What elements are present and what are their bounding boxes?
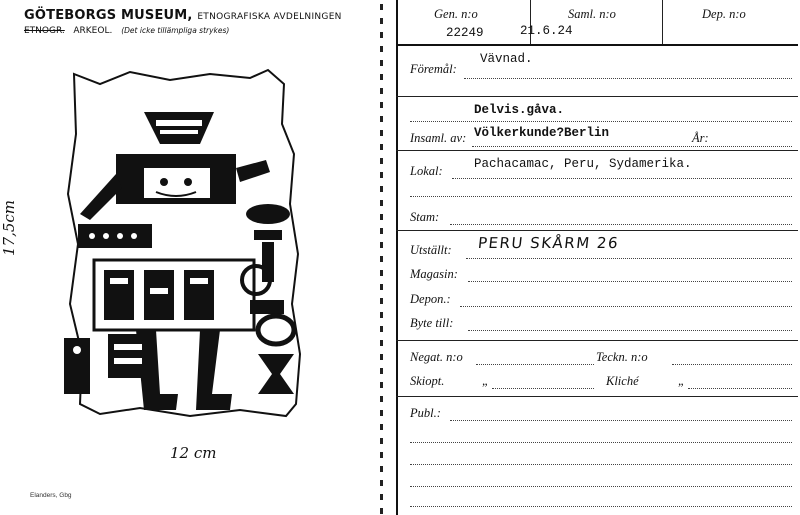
skiopt-label: Skiopt. <box>410 374 445 388</box>
divider-dash <box>380 242 383 248</box>
skiopt-ditto: „ <box>482 374 489 388</box>
divider-dash <box>380 172 383 178</box>
divider-dash <box>380 396 383 402</box>
row-rule <box>396 396 798 397</box>
ar-label: År: <box>692 131 709 145</box>
divider-dash <box>380 452 383 458</box>
kliche-label: Kliché <box>606 374 639 388</box>
byte-dotted-line <box>468 330 792 331</box>
foremal-dotted-line <box>464 78 792 79</box>
byte-label: Byte till: <box>410 316 454 330</box>
height-annotation: 17,5cm <box>0 199 18 256</box>
divider-dash <box>380 74 383 80</box>
divider-dash <box>380 18 383 24</box>
card-left-border <box>396 0 398 515</box>
divider-dash <box>380 368 383 374</box>
stam-label: Stam: <box>410 210 440 224</box>
publ-dotted-line-3 <box>410 464 792 465</box>
divider-dash <box>380 466 383 472</box>
insaml-dotted-line <box>472 146 792 147</box>
divider-dash <box>380 214 383 220</box>
magasin-dotted-line <box>468 281 792 282</box>
catalog-card <box>396 0 798 515</box>
section-line <box>24 26 229 36</box>
institution-name: GÖTEBORGS MUSEUM, <box>24 8 193 23</box>
row-rule <box>396 96 798 97</box>
magasin-label: Magasin: <box>410 267 458 281</box>
utstallt-value: PERU SKÅRM 26 <box>477 234 620 252</box>
utstallt-dotted-line <box>466 258 792 259</box>
lokal-dotted-line <box>452 178 792 179</box>
depon-label: Depon.: <box>410 292 451 306</box>
teckn-label: Teckn. n:o <box>596 350 648 364</box>
divider-dash <box>380 88 383 94</box>
divider-dash <box>380 102 383 108</box>
lokal-value: Pachacamac, Peru, Sydamerika. <box>474 157 692 171</box>
gift-note-value: Delvis.gåva. <box>474 103 565 117</box>
divider-dash <box>380 256 383 262</box>
insaml-label: Insaml. av: <box>410 131 467 145</box>
saml-no-label: Saml. n:o <box>568 7 616 21</box>
museum-header <box>24 8 342 23</box>
divider-dash <box>380 494 383 500</box>
depon-dotted-line <box>460 306 792 307</box>
section-arch: ARKEOL. <box>73 26 113 36</box>
section-ethno: ETNOGR. <box>24 26 65 36</box>
strike-note: (Det icke tillämpliga strykes) <box>121 26 230 35</box>
lokal-dotted-line-2 <box>410 196 792 197</box>
divider-dash <box>380 60 383 66</box>
row-rule <box>396 340 798 341</box>
divider-dash <box>380 382 383 388</box>
row-rule <box>396 44 798 46</box>
lokal-label: Lokal: <box>410 164 443 178</box>
foremal-label: Föremål: <box>410 62 457 76</box>
stam-dotted-line <box>450 224 792 225</box>
divider-dash <box>380 410 383 416</box>
row-rule <box>396 150 798 151</box>
divider-dash <box>380 312 383 318</box>
dep-no-label: Dep. n:o <box>702 7 746 21</box>
row-rule <box>396 230 798 231</box>
divider-dash <box>380 186 383 192</box>
divider-dash <box>380 158 383 164</box>
card-fold-divider <box>380 0 383 515</box>
divider-dash <box>380 480 383 486</box>
column-separator <box>662 0 663 44</box>
publ-dotted-line-5 <box>410 506 792 507</box>
publ-dotted-line-4 <box>410 486 792 487</box>
divider-dash <box>380 144 383 150</box>
negat-label: Negat. n:o <box>410 350 463 364</box>
divider-dash <box>380 200 383 206</box>
textile-figure-drawing <box>60 64 320 434</box>
utstallt-label: Utställt: <box>410 243 452 257</box>
divider-dash <box>380 340 383 346</box>
divider-dash <box>380 116 383 122</box>
saml-no-value: 21.6.24 <box>520 24 573 38</box>
publ-dotted-line <box>450 420 792 421</box>
divider-dash <box>380 508 383 514</box>
insaml-value: Völkerkunde?Berlin <box>474 126 610 140</box>
printer-imprint: Elanders, Gbg <box>30 492 72 499</box>
divider-dash <box>380 130 383 136</box>
divider-dash <box>380 228 383 234</box>
divider-dash <box>380 326 383 332</box>
divider-dash <box>380 284 383 290</box>
width-annotation: 12 cm <box>170 444 217 462</box>
negat-dotted-line <box>476 364 594 365</box>
divider-dash <box>380 298 383 304</box>
divider-dash <box>380 354 383 360</box>
kliche-ditto: „ <box>678 374 685 388</box>
teckn-dotted-line <box>672 364 792 365</box>
divider-dash <box>380 270 383 276</box>
divider-dash <box>380 424 383 430</box>
divider-dash <box>380 32 383 38</box>
gift-dotted-line <box>410 121 792 122</box>
divider-dash <box>380 46 383 52</box>
publ-label: Publ.: <box>410 406 441 420</box>
divider-dash <box>380 438 383 444</box>
foremal-value: Vävnad. <box>480 52 533 66</box>
department-name: ETNOGRAFISKA AVDELNINGEN <box>197 12 342 22</box>
divider-dash <box>380 4 383 10</box>
skiopt-dotted-line <box>492 388 594 389</box>
publ-dotted-line-2 <box>410 442 792 443</box>
gen-no-label: Gen. n:o <box>434 7 478 21</box>
gen-no-value: 22249 <box>446 26 484 40</box>
kliche-dotted-line <box>688 388 792 389</box>
